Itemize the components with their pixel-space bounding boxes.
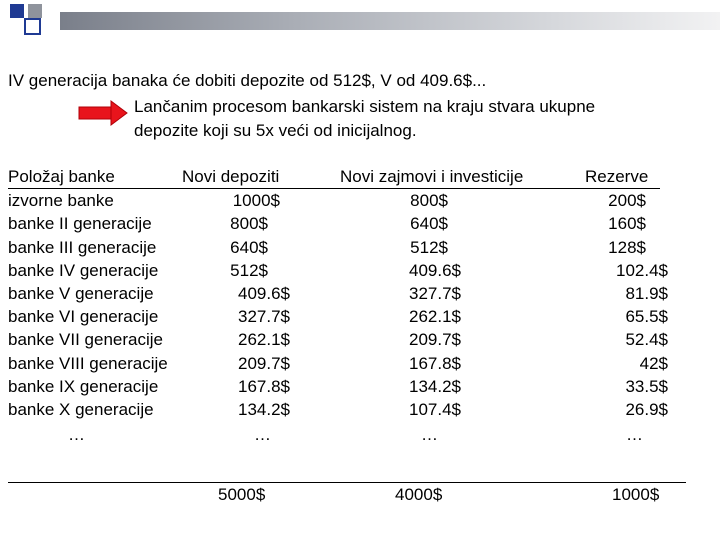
table-cell-reserve: 42$ — [639, 353, 668, 373]
table-cell-loan: 512$ — [410, 237, 448, 257]
table-cell-loan: 800$ — [410, 191, 448, 211]
table-ellipsis: … — [626, 425, 643, 445]
table-cell-deposit: 327.7$ — [238, 307, 290, 327]
table-row-label: banke VII generacije — [8, 330, 163, 350]
table-row-label: banke VIII generacije — [8, 353, 168, 373]
table-cell-deposit: 134.2$ — [238, 400, 290, 419]
table-cell-reserve: 52.4$ — [625, 330, 668, 350]
table-ellipsis: … — [68, 425, 85, 445]
table-header: Novi depoziti — [182, 167, 280, 186]
table-cell-reserve: 160$ — [608, 214, 646, 234]
table-header: Rezerve — [585, 167, 649, 186]
table-row-label: banke X generacije — [8, 400, 154, 419]
table-row-label: banke V generacije — [8, 284, 154, 303]
decor-square-outline — [24, 18, 41, 35]
table-cell-reserve: 65.5$ — [625, 307, 668, 327]
red-arrow-icon — [78, 99, 128, 132]
table-cell-loan: 167.8$ — [409, 353, 461, 373]
table-cell-loan: 107.4$ — [409, 400, 461, 419]
table-row-label: banke IX generacije — [8, 376, 159, 396]
table-cell-loan: 262.1$ — [409, 307, 461, 327]
table-cell-reserve: 33.5$ — [625, 376, 668, 396]
table-cell-deposit: 1000$ — [232, 191, 280, 211]
table-cell-deposit: 800$ — [230, 214, 268, 234]
table-cell-loan: 209.7$ — [409, 330, 461, 350]
table-cell-reserve: 81.9$ — [625, 284, 668, 303]
intro-line-3: depozite koji su 5x veći od inicijalnog. — [134, 121, 417, 140]
table-cell-reserve: 26.9$ — [625, 400, 668, 419]
table-header: Položaj banke — [8, 167, 115, 186]
table-cell-deposit: 209.7$ — [238, 353, 290, 373]
decor-square-gray — [28, 4, 42, 18]
header-underline — [8, 188, 660, 189]
total-reserves: 1000$ — [612, 485, 660, 504]
total-loans: 4000$ — [395, 485, 443, 504]
total-divider — [8, 482, 686, 483]
table-cell-reserve: 200$ — [608, 191, 646, 211]
table-row-label: banke IV generacije — [8, 260, 159, 280]
table-row-label: izvorne banke — [8, 191, 114, 211]
table-row-label: banke VI generacije — [8, 307, 159, 327]
table-cell-reserve: 102.4$ — [616, 260, 668, 280]
table-header: Novi zajmovi i investicije — [340, 167, 524, 186]
table-cell-deposit: 640$ — [230, 237, 268, 257]
table-cell-loan: 327.7$ — [409, 284, 461, 303]
table-cell-loan: 640$ — [410, 214, 448, 234]
table-row-label: banke II generacije — [8, 214, 152, 234]
table-cell-deposit: 167.8$ — [238, 376, 290, 396]
table-cell-deposit: 409.6$ — [238, 284, 290, 303]
table-row-label: banke III generacije — [8, 237, 157, 257]
table-cell-loan: 134.2$ — [409, 376, 461, 396]
table-cell-reserve: 128$ — [608, 237, 646, 257]
total-deposits: 5000$ — [218, 485, 266, 504]
intro-line-1: IV generacija banaka će dobiti depozite od 512$, V od 409.6$... — [8, 71, 487, 90]
table-ellipsis: … — [421, 425, 438, 445]
header-gradient-bar — [60, 12, 720, 30]
table-ellipsis: … — [254, 425, 271, 445]
decor-square-dark — [10, 4, 24, 18]
table-cell-deposit: 512$ — [230, 260, 268, 280]
table-cell-loan: 409.6$ — [409, 260, 461, 280]
table-cell-deposit: 262.1$ — [238, 330, 290, 350]
intro-line-2: Lančanim procesom bankarski sistem na kraju stvara ukupne — [134, 97, 596, 116]
